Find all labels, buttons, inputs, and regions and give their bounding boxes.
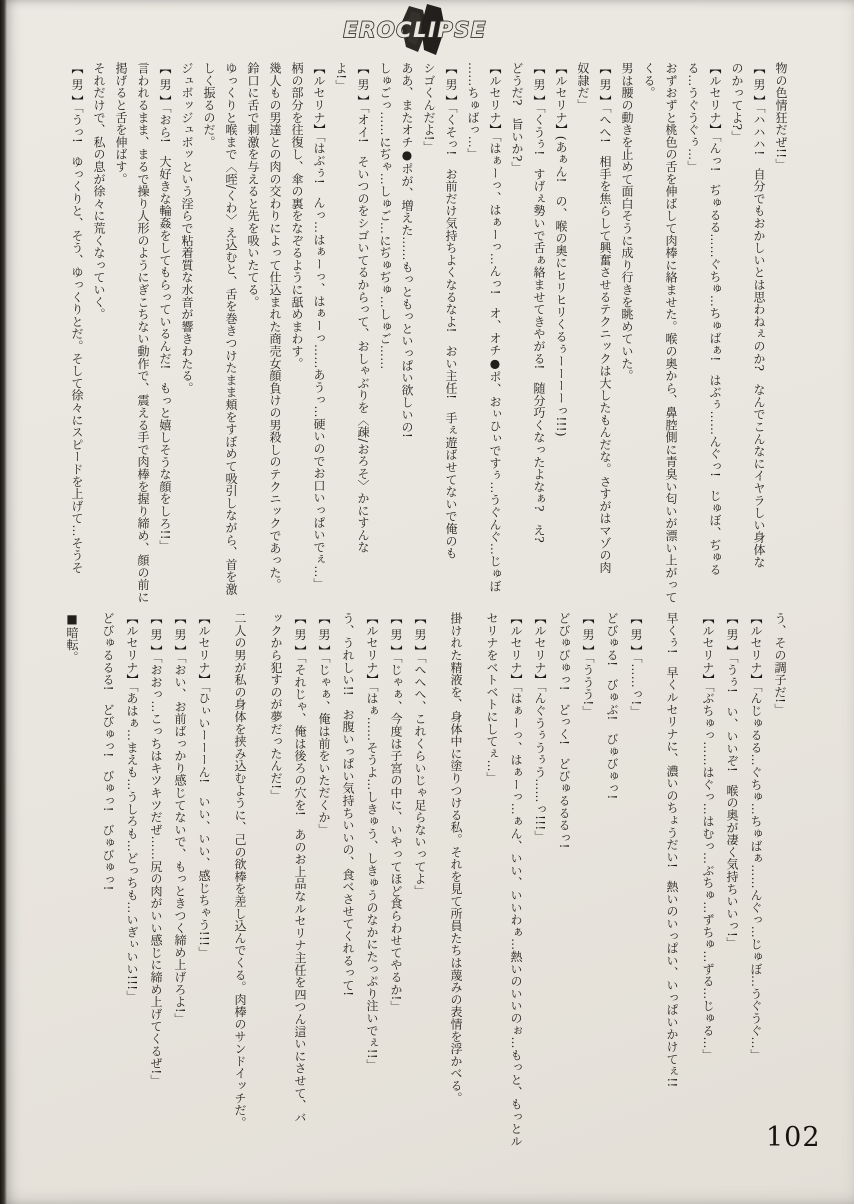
text-column: 【ルセリナ】「んじゅるる…ぐちゅ…ちゅばぁ……んぐっ…じゅぼ…うぐうぐ…」	[749, 612, 763, 1062]
text-column: る…うぐうぐぅ…」	[686, 62, 700, 173]
text-column: 【 男 】「それじゃ、俺は後ろの穴を! あのお上品なルセリナ主任を四つん這いにさせて、バ	[293, 612, 307, 1124]
text-column: 【 男 】「ハハハ! 自分でもおかしいとは思わねぇのか? なんでこんなにイヤラしい身体な	[752, 62, 766, 569]
text-column: しゅごっ……にぢゃ…しゅご…にぢゅぢゅ…しゅご……	[378, 62, 392, 370]
text-column: ックから犯すのが夢だったんだ!」	[269, 612, 283, 802]
text-column: 【 男 】「うぅ! い、いいぞ! 喉の奥が凄く気持ちいいっ!」	[725, 612, 739, 950]
text-column: 奴隷だ」	[576, 62, 590, 112]
text-column: のかってよ?」	[730, 62, 744, 143]
eroclipse-logo	[330, 3, 500, 57]
text-column: 【 男 】「くそっ! お前だけ気持ちよくなるなよ! おい主任! 手ぇ遊ばせてないで俺のも	[444, 62, 458, 560]
text-column: くる。	[642, 62, 656, 99]
text-column: 【ルセリナ】「んっ! ぢゅるる……ぐちゅ…ちゅばぁ! はぶぅ……んぐっ! じゅぼ、ぢゅる	[708, 62, 722, 576]
text-column: 【 男 】「へへへ、これくらいじゃ足らないってよ」	[413, 612, 427, 898]
text-column: 【ルセリナ】「はぁ……そうよ…しきゅう、しきゅうのなかにたっぷり注いでぇ!!」	[365, 612, 379, 1072]
text-column: 【 男 】「オイ! そいつのをシゴいてるからって、おしゃぶりを〈疎/おろそ〉かにすんな	[356, 62, 370, 554]
text-column: 男は腰の動きを止めて面白そうに成り行きを眺めていた。	[620, 62, 634, 382]
text-column: 【ルセリナ】「はぁーっ、はぁーっ…ぁん、いい、いいわぁ…熱いのいいのぉ…もっと、もっとル	[509, 612, 523, 1148]
text-column: セリナをベトベトにしてぇ…」	[485, 612, 499, 785]
text-column: 二人の男が私の身体を挟み込むように、己の欲棒を差し込んでくる。肉棒のサンドイッチだ。	[233, 612, 247, 1129]
text-column: 掛けれた精液を、身体中に塗りつける私。それを見て所員たちは蔑みの表情を浮かべる。	[449, 612, 463, 1104]
text-column: 【 男 】「おい、お前ばっかり感じてないで、もっときつく締め上げろよ!」	[173, 612, 187, 1026]
text-column: 【ルセリナ】「んぐうぅうぅう……っ!!!」	[533, 612, 547, 843]
text-column: 掲げると舌を伸ばす。	[114, 62, 128, 185]
scan-shadow-left-edge	[0, 0, 7, 1204]
logo-text: EROCLIPSE	[343, 18, 487, 42]
logo-graphic	[330, 3, 500, 57]
text-column: 【ルセリナ】「はぶぅ! んっ…はぁーっ、はぁーっ……あうっ…硬いのでお口いっぱいでぇ…」	[312, 62, 326, 591]
text-column: 【 男 】「じゃぁ、今度は子宮の中に、いやってほど食らわせてやるか!」	[389, 612, 403, 1013]
text-column: 【 男 】「……っ!」	[629, 612, 643, 718]
text-column: 【 男 】「ううう!」	[581, 612, 595, 718]
text-column: おずおずと桃色の舌を伸ばして肉棒に絡ませた。喉の奥から、鼻腔側に青臭い匂いが漂い上がって	[664, 62, 678, 604]
text-column: う、うれしい!! お腹いっぱい気持ちいいの、食べさせてくれるって!	[341, 612, 355, 997]
text-column: しく振るのだ。	[202, 62, 216, 149]
text-column: 【ルセリナ】「あはぁ…まえも…うしろも…どっちも…いぎぃいい!!!」	[125, 612, 139, 1003]
text-column: 鈴口に舌で刺激を与えると先を吸いたてる。	[246, 62, 260, 308]
text-column: 早くぅ! 早くルセリナに、濃いのちょうだい! 熱いのいっぱい、いっぱいかけてぇ!!	[665, 612, 679, 1088]
text-column: う、その調子だ!」	[773, 612, 787, 716]
text-band-bottom	[58, 612, 792, 1160]
text-column: どびゅびゅっ! どっく! どびゅるるるっ!	[557, 612, 571, 849]
text-column: 【ルセリナ】「ひぃいーーーん! いい、いい、感じちゃう!!!」	[197, 612, 211, 959]
text-column: 【 男 】「うっ! ゆっくりと、そう、ゆっくりとだ。そして徐々にスピードを上げて…そうそ	[70, 62, 84, 574]
text-column: 【 男 】「くうぅ! すげぇ勢いで舌ぁ絡ませてきやがる! 随分巧くなったよなぁ? え?	[532, 62, 546, 544]
text-band-top	[58, 62, 792, 614]
text-column: 柄の部分を往復し、傘の裏をなぞるように舐めまわす。	[290, 62, 304, 370]
text-column: 幾人もの男達との肉の交わりによって仕込まれた商売女顔負けの男殺しのテクニックであった。	[268, 62, 282, 591]
text-column: 言われるまま、まるで操り人形のようにぎこちない動作で、震える手で肉棒を握り締め、顔の前に	[136, 62, 150, 604]
text-column: ゆっくりと喉まで〈咥/くわ〉え込むと、舌を巻きつけたまま頬をすぼめて吸引しながら、首を激	[224, 62, 238, 596]
text-column: 【 男 】「じゃぁ、俺は前をいただくか」	[317, 612, 331, 836]
text-column: それだけで、私の息が徐々に荒くなっていく。	[92, 62, 106, 321]
text-column: よ!」	[334, 62, 348, 92]
text-column: どびゅる! びゅぶ! びゅびゅっ!	[605, 612, 619, 800]
page-number: 102	[766, 1122, 821, 1153]
text-column: 【ルセリナ】「はぁーっ、はぁーっ…んっ! オ、オチ●ポ、おぃひぃですぅ…うぐんぐ…じゅぼ	[488, 62, 502, 593]
text-column: シゴくんだよ!」	[422, 62, 436, 154]
text-column: 【ルセリナ】「ぶちゅっ……はぐっ…はむっ…ぶちゅ…ずちゅ…ずる…じゅる…」	[701, 612, 715, 1062]
text-column: 【ルセリナ】(あぁん! の、喉の奥にヒリヒリくるぅーーーーっ!!!)	[554, 62, 568, 437]
text-column: 【 男 】「おら! 大好きな輪姦をしてもらっているんだ! もっと嬉しそうな顔をしろ!!」	[158, 62, 172, 553]
text-column: ……ちゅばっ…」	[466, 62, 480, 161]
text-column: 物の色情狂だぜ!!」	[774, 62, 788, 171]
text-column: ああ、またオチ●ポが、増えた……もっともっといっぱい欲しいの!	[400, 62, 414, 439]
text-column: どびゅるるる! どびゅっ! びゅっ! びゅびゅっ!	[101, 612, 115, 891]
text-column: どうだ? 旨いか?」	[510, 62, 524, 174]
text-column: 【 男 】「おおっ…こっちはキツキツだぜ……尻の肉がいい感じに締め上げてくるぜ!」	[149, 612, 163, 1087]
text-column: ■暗転。	[65, 612, 79, 664]
text-column: ジュボッジュボッという淫らで粘着質な水音が響きわたる。	[180, 62, 194, 395]
text-column: 【 男 】「へへ! 相手を焦らして興奮させるテクニックは大したもんだな。さすがはマゾの肉	[598, 62, 612, 574]
